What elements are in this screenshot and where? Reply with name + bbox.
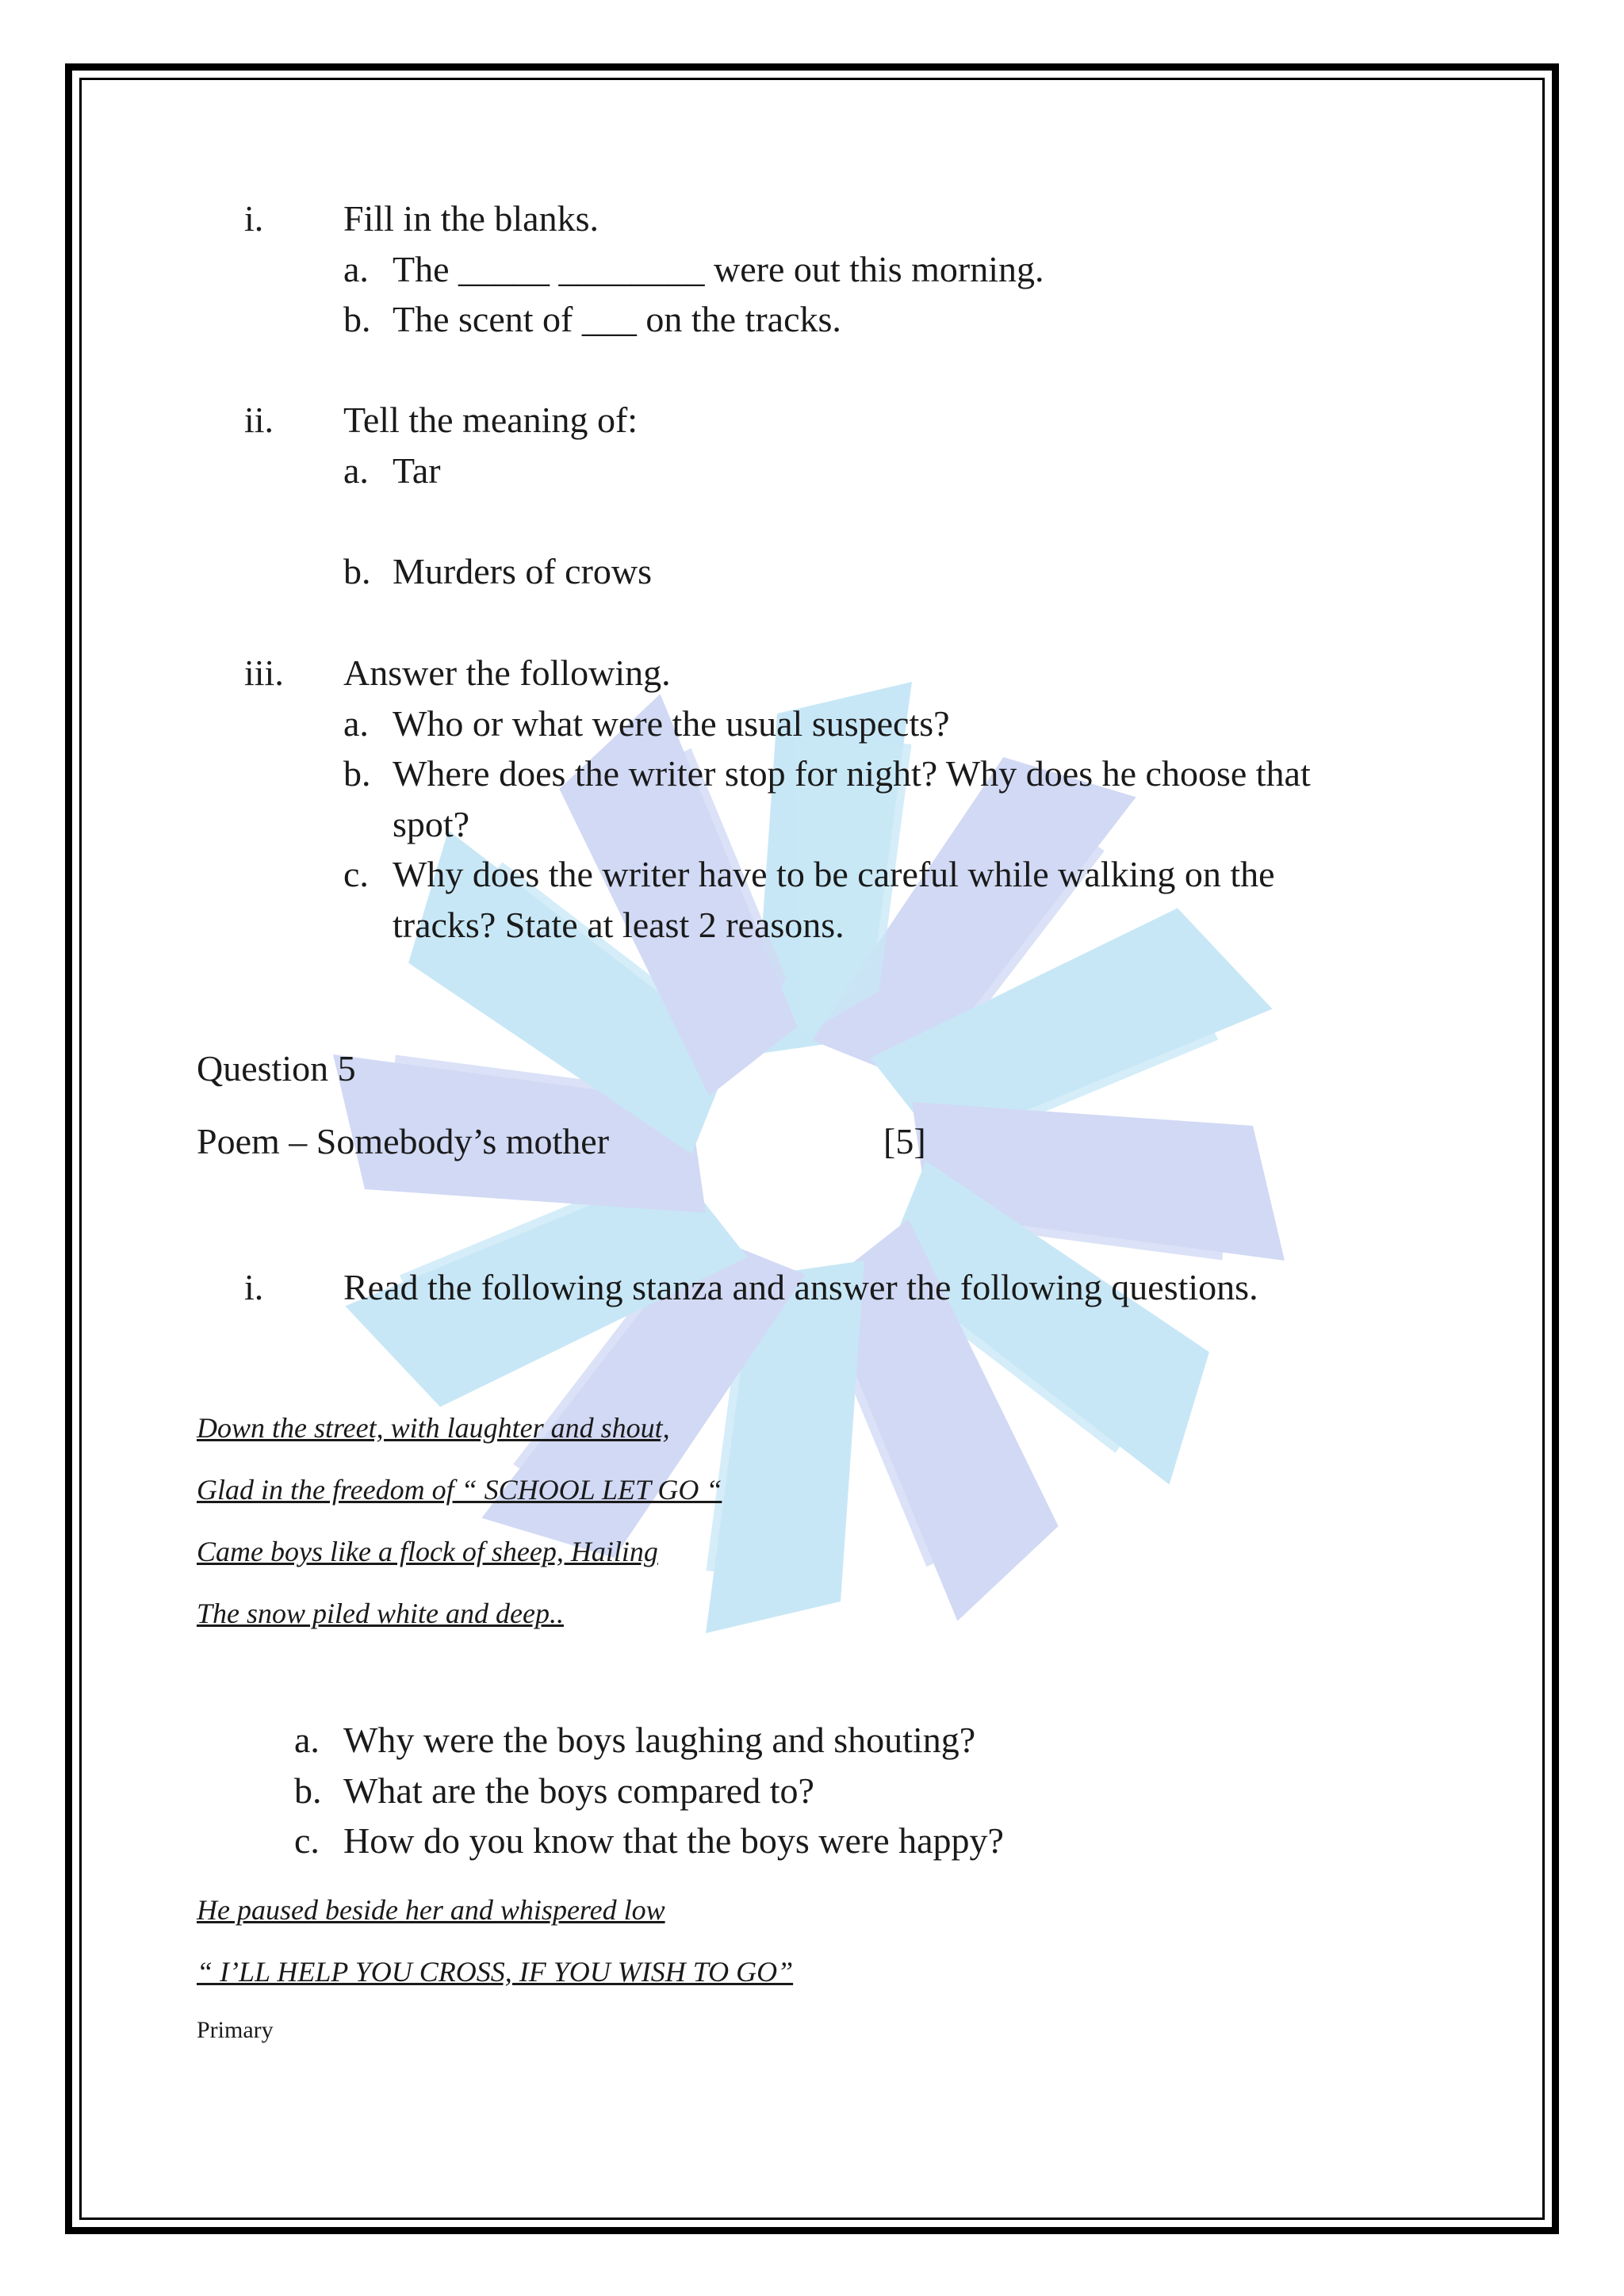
section-i-item-a-label: a.: [343, 249, 369, 289]
question-b-text: What are the boys compared to?: [343, 1770, 814, 1811]
question-a-text: Why were the boys laughing and shouting?: [343, 1720, 976, 1760]
stanza2-line-2: “ I’LL HELP YOU CROSS, IF YOU WISH TO GO”: [197, 1956, 794, 1988]
section-ii-heading: Tell the meaning of:: [343, 400, 638, 440]
section-iii-item-c-line1: Why does the writer have to be careful while walking on the: [393, 854, 1275, 894]
section-ii-item-b-label: b.: [343, 551, 371, 591]
section-i-item-b-label: b.: [343, 299, 371, 339]
section-ii-item-b-text: Murders of crows: [393, 551, 653, 591]
question-c-label: c.: [294, 1820, 320, 1861]
section-i-item-a-text: The _____ ________ were out this morning.: [393, 249, 1044, 289]
stanza-line-3: Came boys like a flock of sheep, Hailing: [197, 1536, 658, 1567]
marks-label: [5]: [883, 1121, 926, 1161]
section-ii-item-a-text: Tar: [393, 450, 441, 491]
section-ii-number: ii.: [244, 400, 274, 440]
stanza-line-1: Down the street, with laughter and shout,: [197, 1412, 670, 1444]
section-iii-item-b-line2: spot?: [393, 804, 470, 844]
section-iii-item-a-label: a.: [343, 703, 369, 744]
section-iii-heading: Answer the following.: [343, 652, 671, 693]
stanza-line-4: The snow piled white and deep..: [197, 1598, 564, 1629]
stanza2-line-1: He paused beside her and whispered low: [197, 1894, 665, 1926]
question-5-sub-number: i.: [244, 1267, 264, 1307]
section-iii-number: iii.: [244, 652, 284, 693]
question-c-text: How do you know that the boys were happy?: [343, 1820, 1004, 1861]
footer-label: Primary: [197, 2017, 274, 2043]
stanza-line-2: Glad in the freedom of “ SCHOOL LET GO “: [197, 1474, 722, 1506]
section-iii-item-c-line2: tracks? State at least 2 reasons.: [393, 905, 845, 945]
section-i-number: i.: [244, 198, 264, 239]
section-ii-item-a-label: a.: [343, 450, 369, 491]
section-iii-item-a-text: Who or what were the usual suspects?: [393, 703, 950, 744]
question-a-label: a.: [294, 1720, 320, 1760]
question-5-instruction: Read the following stanza and answer the following questions.: [343, 1267, 1258, 1307]
section-iii-item-c-label: c.: [343, 854, 369, 894]
question-b-label: b.: [294, 1770, 322, 1811]
section-iii-item-b-line1: Where does the writer stop for night? Why does he choose that: [393, 753, 1311, 794]
poem-title: Poem – Somebody’s mother: [197, 1121, 610, 1161]
question-5-title: Question 5: [197, 1048, 356, 1089]
section-i-item-b-text: The scent of ___ on the tracks.: [393, 299, 841, 339]
section-iii-item-b-label: b.: [343, 753, 371, 794]
section-i-heading: Fill in the blanks.: [343, 198, 599, 239]
